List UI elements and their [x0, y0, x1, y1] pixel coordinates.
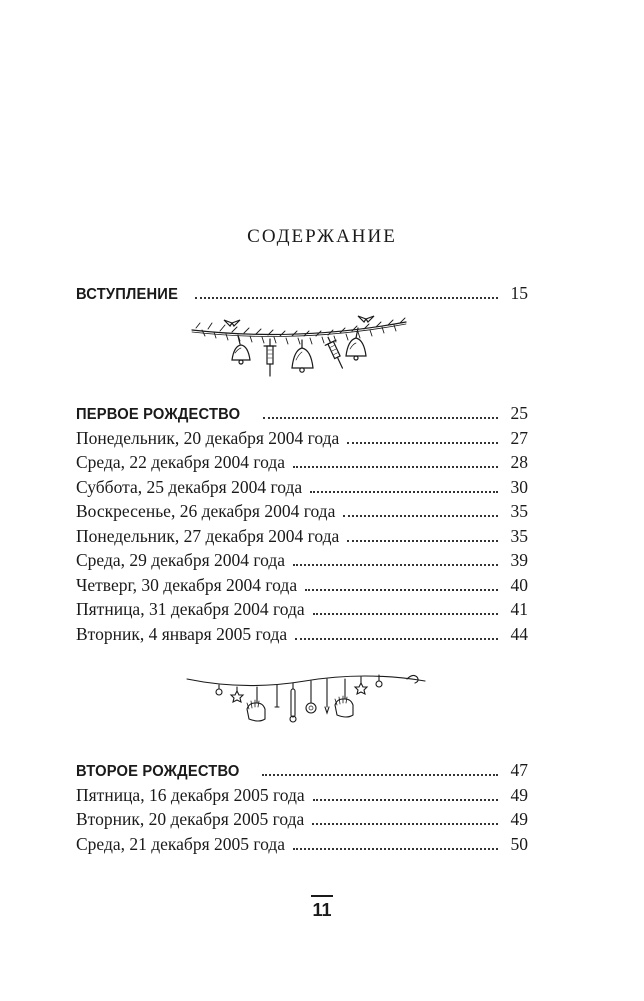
- toc-page-number: 27: [510, 427, 528, 448]
- dot-leader: [293, 466, 498, 468]
- page-number: [0, 895, 644, 921]
- toc-page-number: 47: [510, 760, 528, 780]
- dot-leader: [312, 823, 498, 825]
- toc-page-number: 35: [510, 525, 528, 546]
- toc-page-number: 49: [510, 784, 528, 805]
- toc-entry-label: Воскресенье, 26 декабря 2004 года: [76, 501, 336, 521]
- toc-page-number: 40: [510, 574, 528, 595]
- toc-entry[interactable]: [76, 526, 528, 551]
- dot-leader: [347, 540, 498, 542]
- toc-entry[interactable]: [76, 575, 528, 600]
- garland-bells-syringes-icon: [188, 308, 410, 388]
- toc-entry[interactable]: [76, 452, 528, 477]
- toc-entry-label: Среда, 29 декабря 2004 года: [76, 550, 286, 570]
- toc-page-number: 35: [510, 501, 528, 521]
- toc-entry[interactable]: [76, 501, 528, 526]
- toc-entry-label: Среда, 22 декабря 2004 года: [76, 452, 286, 472]
- toc-entry[interactable]: [76, 809, 528, 834]
- toc-section-first-christmas: [76, 403, 528, 648]
- toc-entry[interactable]: [76, 599, 528, 624]
- toc-heading-intro[interactable]: [76, 283, 528, 308]
- toc-heading-second-christmas[interactable]: [76, 760, 528, 785]
- toc-page-number: 28: [510, 452, 528, 472]
- toc-page-number: 39: [510, 550, 528, 570]
- toc-entry-label: Суббота, 25 декабря 2004 года: [76, 476, 303, 497]
- toc-entry[interactable]: [76, 428, 528, 453]
- toc-section-second-christmas: [76, 760, 528, 858]
- page-title: СОДЕРЖАНИЕ: [247, 226, 397, 247]
- dot-leader: [262, 774, 498, 776]
- toc-page-number: 44: [510, 623, 528, 644]
- dot-leader: [293, 564, 498, 566]
- dot-leader: [293, 848, 498, 850]
- dot-leader: [310, 491, 498, 493]
- toc-section-intro: [76, 283, 528, 308]
- toc-page-number: 15: [510, 283, 528, 303]
- toc-entry[interactable]: [76, 785, 528, 810]
- toc-entry-label: Понедельник, 27 декабря 2004 года: [76, 525, 340, 546]
- dot-leader: [313, 799, 498, 801]
- garland-medical-tools-icon: [185, 665, 427, 735]
- toc-entry-label: Пятница, 16 декабря 2005 года: [76, 784, 305, 805]
- toc-entry[interactable]: [76, 834, 528, 859]
- toc-page-number: 50: [510, 833, 528, 854]
- toc-entry-label: Вторник, 20 декабря 2005 года: [76, 809, 305, 829]
- dot-leader: [295, 638, 498, 640]
- toc-entry-label: Среда, 21 декабря 2005 года: [76, 833, 286, 854]
- toc-page-number: 25: [510, 403, 528, 423]
- toc-heading-label: ПЕРВОЕ РОЖДЕСТВО: [76, 406, 241, 423]
- toc-entry-label: Понедельник, 20 декабря 2004 года: [76, 427, 340, 448]
- toc-entry-label: Четверг, 30 декабря 2004 года: [76, 574, 298, 595]
- toc-entry[interactable]: [76, 477, 528, 502]
- toc-heading-label: ВТОРОЕ РОЖДЕСТВО: [76, 763, 240, 780]
- dot-leader: [347, 442, 498, 444]
- dot-leader: [195, 297, 498, 299]
- toc-entry[interactable]: [76, 550, 528, 575]
- toc-entry[interactable]: [76, 624, 528, 649]
- toc-entry-label: Вторник, 4 января 2005 года: [76, 623, 288, 644]
- toc-page-number: 49: [510, 809, 528, 829]
- toc-page-number: 41: [510, 599, 528, 619]
- dot-leader: [263, 417, 498, 419]
- page-number-label: 11: [311, 895, 333, 921]
- toc-heading-label: ВСТУПЛЕНИЕ: [76, 286, 179, 303]
- dot-leader: [313, 613, 498, 615]
- dot-leader: [343, 515, 498, 517]
- toc-page-number: 30: [510, 476, 528, 497]
- toc-heading-first-christmas[interactable]: [76, 403, 528, 428]
- toc-entry-label: Пятница, 31 декабря 2004 года: [76, 599, 305, 619]
- dot-leader: [305, 589, 498, 591]
